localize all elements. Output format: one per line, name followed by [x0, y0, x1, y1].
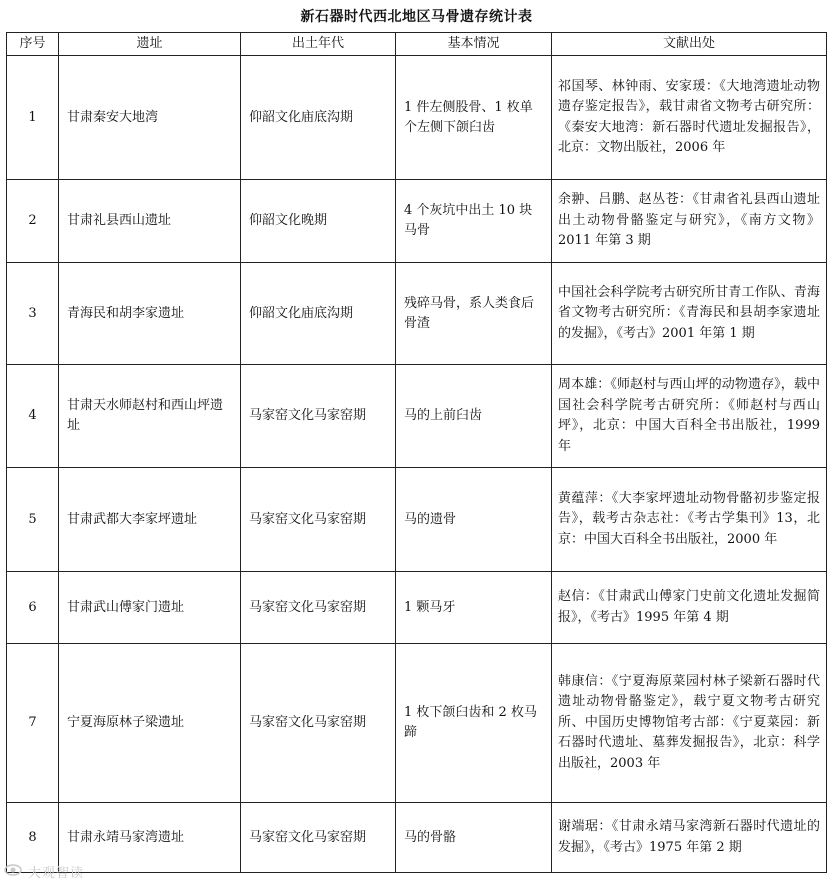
row-site: 甘肃武都大李家坪遗址: [59, 468, 241, 572]
row-no: 1: [7, 56, 59, 180]
row-cite: 余翀、吕鹏、赵丛苍：《甘肃省礼县西山遗址出土动物骨骼鉴定与研究》，《南方文物》2011 年第 3 期: [552, 180, 827, 263]
row-cite: 赵信：《甘肃武山傅家门史前文化遗址发掘简报》，《考古》1995 年第 4 期: [552, 572, 827, 644]
row-site: 甘肃武山傅家门遗址: [59, 572, 241, 644]
row-no: 6: [7, 572, 59, 644]
header-no: 序号: [7, 33, 59, 56]
row-era: 马家窑文化马家窑期: [241, 365, 396, 468]
eye-logo-icon: [4, 863, 22, 881]
table-row: [7, 468, 827, 572]
watermark-text: 大观智读: [28, 866, 85, 881]
table-row: [7, 56, 827, 180]
row-no: 4: [7, 365, 59, 468]
row-site: 甘肃天水师赵村和西山坪遗址: [59, 365, 241, 468]
row-era: 仰韶文化庙底沟期: [241, 56, 396, 180]
row-desc: 残碎马骨，系人类食后骨渣: [396, 263, 552, 365]
row-no: 5: [7, 468, 59, 572]
table-row: [7, 365, 827, 468]
header-row: [7, 33, 827, 56]
row-desc: 1 枚下颌臼齿和 2 枚马蹄: [396, 644, 552, 803]
row-desc: 1 颗马牙: [396, 572, 552, 644]
row-no: 3: [7, 263, 59, 365]
watermark: [4, 862, 84, 881]
row-desc: 马的遗骨: [396, 468, 552, 572]
row-era: 仰韶文化庙底沟期: [241, 263, 396, 365]
row-desc: 马的骨骼: [396, 803, 552, 873]
row-cite: 谢端琚：《甘肃永靖马家湾新石器时代遗址的发掘》，《考古》1975 年第 2 期: [552, 803, 827, 873]
row-cite: 周本雄：《师赵村与西山坪的动物遗存》，载中国社会科学院考古研究所：《师赵村与西山坪》，北京：中国大百科全书出版社，1999 年: [552, 365, 827, 468]
row-site: 甘肃永靖马家湾遗址: [59, 803, 241, 873]
row-era: 马家窑文化马家窑期: [241, 468, 396, 572]
row-desc: 1 件左侧股骨、1 枚单个左侧下颌臼齿: [396, 56, 552, 180]
table-title: 新石器时代西北地区马骨遗存统计表: [300, 9, 533, 25]
row-desc: 马的上前臼齿: [396, 365, 552, 468]
row-no: 7: [7, 644, 59, 803]
row-era: 马家窑文化马家窑期: [241, 644, 396, 803]
row-cite: 韩康信：《宁夏海原菜园村林子梁新石器时代遗址动物骨骼鉴定》，载宁夏文物考古研究所、中国历史博物馆考古部：《宁夏菜园：新石器时代遗址、墓葬发掘报告》，北京：科学出版社，2003 年: [552, 644, 827, 803]
table-row: [7, 572, 827, 644]
header-site: 遗址: [59, 33, 241, 56]
table-row: [7, 803, 827, 873]
row-no: 2: [7, 180, 59, 263]
header-cite: 文献出处: [552, 33, 827, 56]
header-era: 出土年代: [241, 33, 396, 56]
row-site: 甘肃礼县西山遗址: [59, 180, 241, 263]
row-site: 青海民和胡李家遗址: [59, 263, 241, 365]
row-cite: 中国社会科学院考古研究所甘青工作队、青海省文物考古研究所：《青海民和县胡李家遗址的发掘》，《考古》2001 年第 1 期: [552, 263, 827, 365]
header-desc: 基本情况: [396, 33, 552, 56]
horse-bone-table: [6, 32, 827, 873]
row-era: 马家窑文化马家窑期: [241, 572, 396, 644]
row-cite: 黄蕴萍：《大李家坪遗址动物骨骼初步鉴定报告》，载考古杂志社：《考古学集刊》13，北京：中国大百科全书出版社，2000 年: [552, 468, 827, 572]
table-row: [7, 644, 827, 803]
row-era: 仰韶文化晚期: [241, 180, 396, 263]
row-cite: 祁国琴、林钟雨、安家瑗：《大地湾遗址动物遗存鉴定报告》，载甘肃省文物考古研究所：《秦安大地湾：新石器时代遗址发掘报告》，北京：文物出版社，2006 年: [552, 56, 827, 180]
table-row: [7, 180, 827, 263]
row-desc: 4 个灰坑中出土 10 块马骨: [396, 180, 552, 263]
row-era: 马家窑文化马家窑期: [241, 803, 396, 873]
row-site: 甘肃秦安大地湾: [59, 56, 241, 180]
table-row: [7, 263, 827, 365]
row-site: 宁夏海原林子梁遗址: [59, 644, 241, 803]
row-no: 8: [7, 803, 59, 873]
